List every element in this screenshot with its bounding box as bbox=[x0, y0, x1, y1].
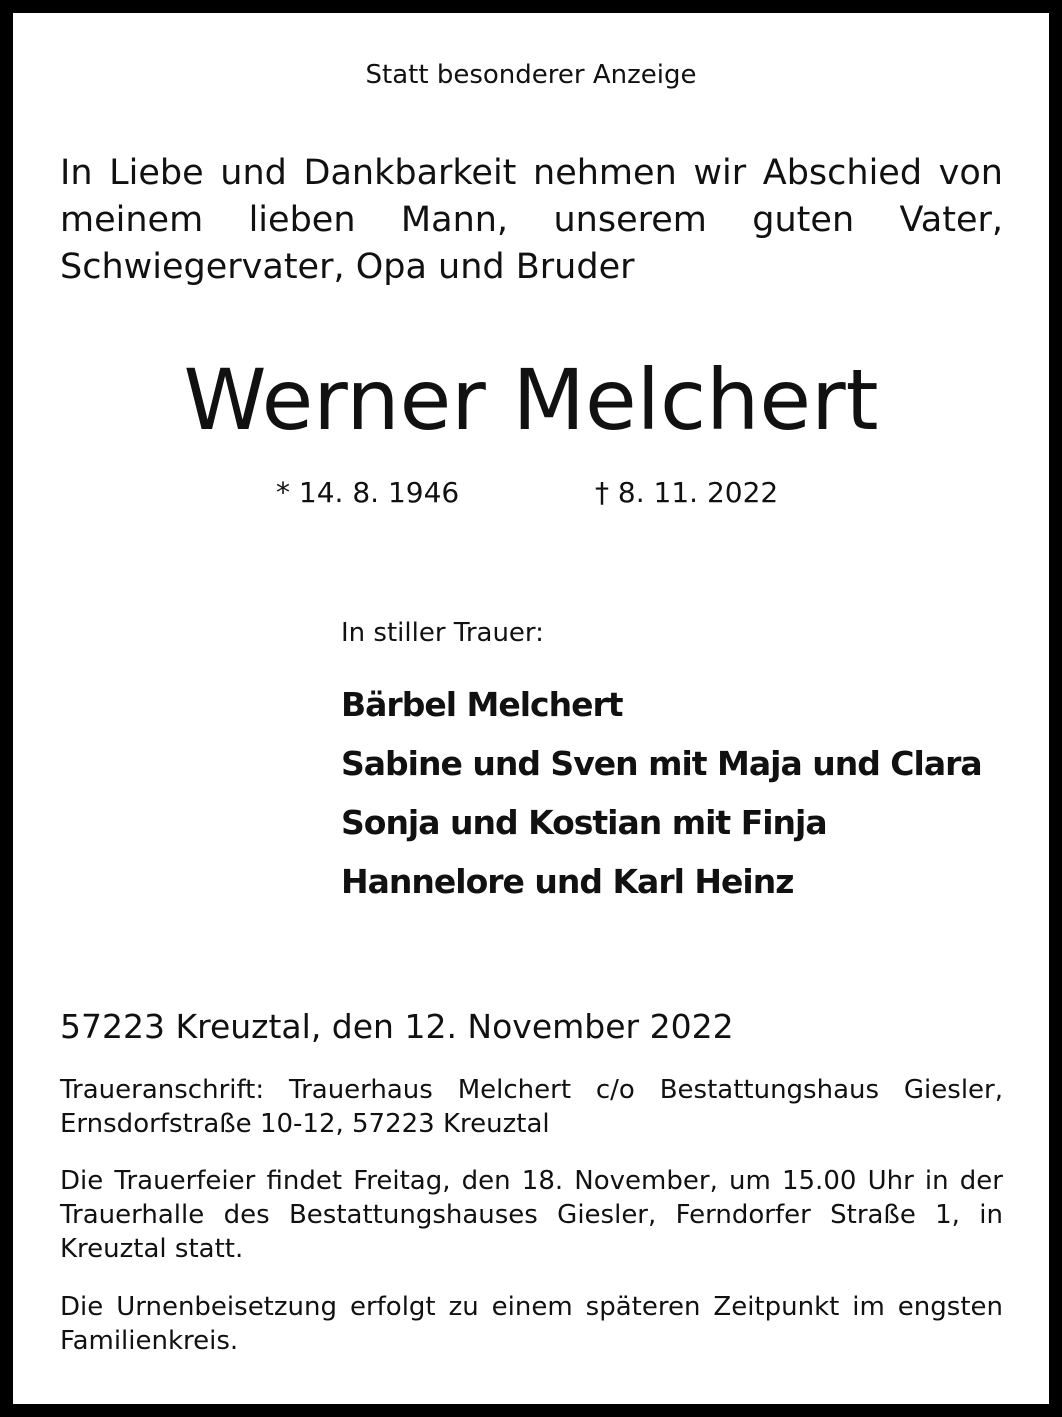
mourner-name: Sonja und Kostian mit Finja bbox=[341, 803, 827, 842]
birth-date bbox=[276, 475, 459, 511]
mourners-list bbox=[341, 675, 982, 911]
deceased-name: Werner Melchert bbox=[183, 351, 879, 449]
place-and-date: 57223 Kreuztal, den 12. November 2022 bbox=[60, 1007, 734, 1046]
mourners-label: In stiller Trauer: bbox=[341, 618, 544, 648]
birth-date-value: 14. 8. 1946 bbox=[298, 476, 460, 509]
header-note: Statt besonderer Anzeige bbox=[365, 60, 697, 90]
urn-burial-info: Die Urnenbeisetzung erfolgt zu einem späteren Zeitpunkt im engsten Familienkreis. bbox=[60, 1292, 1003, 1356]
death-date-value: 8. 11. 2022 bbox=[617, 476, 779, 509]
funeral-ceremony-info: Die Trauerfeier findet Freitag, den 18. November, um 15.00 Uhr in der Trauerhalle des Bestattungshauses Giesler, Ferndorfer Straße 1, in Kreuztal statt. bbox=[60, 1166, 1003, 1264]
mourner-name: Bärbel Melchert bbox=[341, 685, 623, 724]
mourner-name: Hannelore und Karl Heinz bbox=[341, 862, 794, 901]
intro-text: In Liebe und Dankbarkeit nehmen wir Abschied von meinem lieben Mann, unserem guten Vater, Schwiegervater, Opa und Bruder bbox=[60, 153, 1003, 287]
death-symbol: † bbox=[595, 476, 609, 509]
mourning-address: Traueranschrift: Trauerhaus Melchert c/o Bestattungshaus Giesler, Ernsdorfstraße 10-12, 57223 Kreuztal bbox=[60, 1075, 1003, 1139]
death-date bbox=[595, 475, 778, 511]
mourner-name: Sabine und Sven mit Maja und Clara bbox=[341, 744, 982, 783]
birth-symbol: * bbox=[276, 476, 290, 509]
